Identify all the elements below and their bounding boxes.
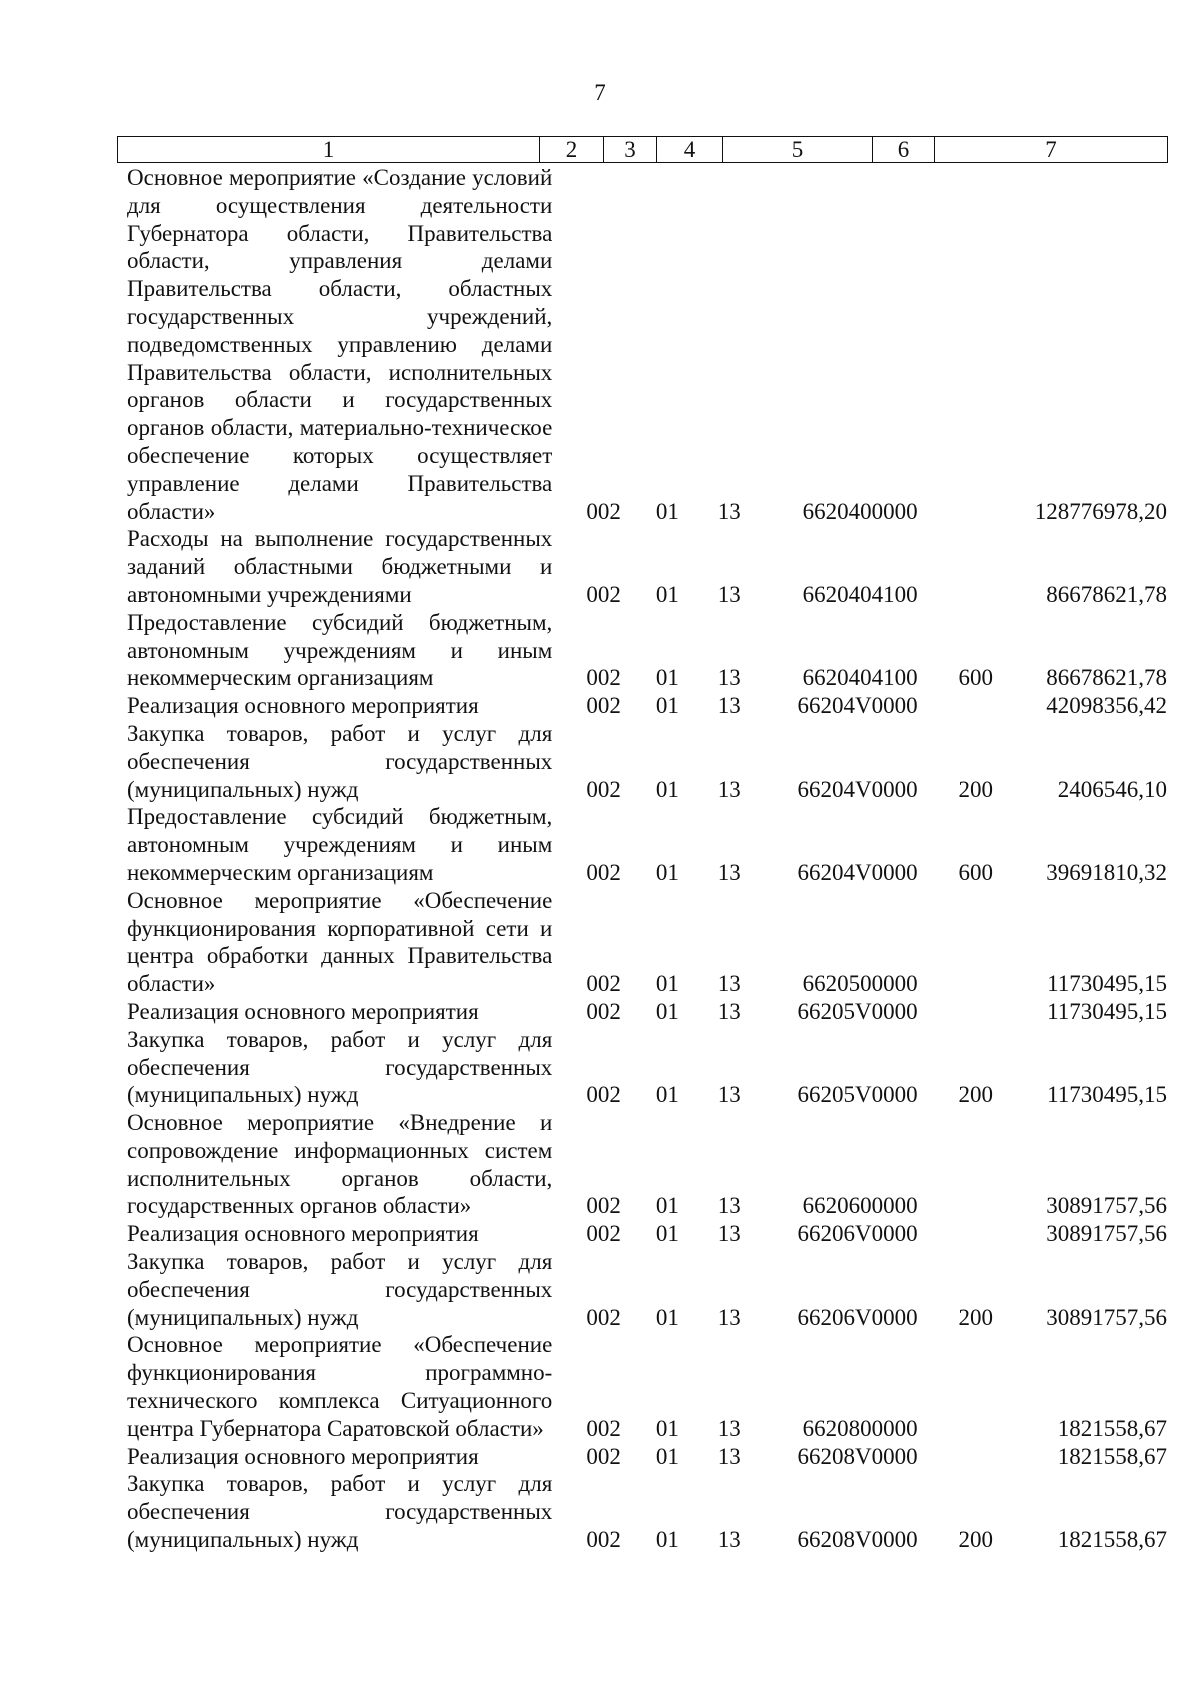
row-target-article: 6620800000 [802, 1415, 918, 1441]
row-target-article: 6620404100 [802, 665, 918, 691]
row-target-article: 66205V0000 [797, 1082, 918, 1108]
row-amount: 30891757,56 [1046, 1193, 1168, 1219]
row-code-subsection: 13 [717, 1304, 741, 1330]
table-row [127, 887, 1167, 998]
row-code-section: 01 [655, 1415, 679, 1441]
row-expense-type: 200 [958, 1082, 994, 1108]
table-row [127, 1443, 1167, 1471]
row-code-subsection: 13 [717, 1443, 741, 1469]
row-amount: 86678621,78 [1046, 665, 1168, 691]
row-description: Закупка товаров, работ и услуг для обеспечения государственных (муниципальных) нужд [127, 720, 553, 802]
row-code-subsection: 13 [717, 859, 741, 885]
row-amount: 1821558,67 [1057, 1527, 1168, 1553]
row-code-section: 01 [655, 665, 679, 691]
row-target-article: 66204V0000 [797, 859, 918, 885]
row-code-subsection: 13 [717, 498, 741, 524]
table-row [127, 1220, 1167, 1248]
table-row [127, 1109, 1167, 1220]
row-amount: 86678621,78 [1046, 581, 1168, 607]
row-description: Закупка товаров, работ и услуг для обеспечения государственных (муниципальных) нужд [127, 1026, 553, 1108]
row-description: Реализация основного мероприятия [127, 693, 479, 719]
row-code-section: 01 [655, 1527, 679, 1553]
row-expense-type: 600 [958, 665, 994, 691]
row-description: Основное мероприятие «Обеспечение функционирования корпоративной сети и центра обработки данных Правительства области» [127, 887, 553, 997]
row-target-article: 6620400000 [802, 498, 918, 524]
row-amount: 1821558,67 [1057, 1415, 1168, 1441]
row-code-subsection: 13 [717, 998, 741, 1024]
column-header-4: 4 [657, 137, 723, 163]
row-code-ministry: 002 [586, 998, 621, 1024]
row-code-ministry: 002 [586, 665, 621, 691]
column-header-2: 2 [540, 137, 604, 163]
row-code-subsection: 13 [717, 1193, 741, 1219]
row-code-section: 01 [655, 693, 679, 719]
row-code-section: 01 [655, 1443, 679, 1469]
row-code-subsection: 13 [717, 971, 741, 997]
table-row [127, 525, 1167, 608]
row-code-ministry: 002 [586, 498, 621, 524]
column-header-row [118, 137, 1168, 163]
row-code-section: 01 [655, 1304, 679, 1330]
column-header-3: 3 [604, 137, 657, 163]
table-row [127, 803, 1167, 886]
row-amount: 11730495,15 [1047, 998, 1168, 1024]
page-number: 7 [594, 80, 606, 105]
row-code-subsection: 13 [717, 1415, 741, 1441]
row-code-subsection: 13 [717, 1527, 741, 1553]
row-amount: 30891757,56 [1046, 1304, 1168, 1330]
row-description: Реализация основного мероприятия [127, 998, 479, 1024]
row-code-subsection: 13 [717, 581, 741, 607]
row-amount: 30891757,56 [1046, 1221, 1168, 1247]
row-code-section: 01 [655, 1221, 679, 1247]
table-row [127, 692, 1167, 720]
row-description: Предоставление субсидий бюджетным, автономным учреждениям и иным некоммерческим организациям [127, 609, 553, 691]
row-code-ministry: 002 [586, 776, 621, 802]
row-code-ministry: 002 [586, 1443, 621, 1469]
row-expense-type: 200 [958, 776, 994, 802]
row-target-article: 66206V0000 [797, 1304, 918, 1330]
column-header-7: 7 [935, 137, 1168, 163]
row-code-ministry: 002 [586, 1193, 621, 1219]
row-description: Основное мероприятие «Создание условий для осуществления деятельности Губернатора области, Правительства области, управления делами Правительства области, областных государственных учреждений, подведомственных управлению делами Правительства области, исполнительных органов области и государственных органов области, материально-техническое обеспечение которых осуществляет управление делами Правительства области» [127, 165, 553, 524]
row-description: Основное мероприятие «Обеспечение функционирования программно-технического комплекса Ситуационного центра Губернатора Саратовской области» [127, 1332, 553, 1441]
row-code-section: 01 [655, 1082, 679, 1108]
row-description: Основное мероприятие «Внедрение и сопровождение информационных систем исполнительных органов области, государственных органов области» [127, 1110, 553, 1219]
row-amount: 11730495,15 [1047, 1082, 1168, 1108]
row-code-subsection: 13 [717, 1221, 741, 1247]
row-target-article: 66205V0000 [797, 998, 918, 1024]
row-code-section: 01 [655, 498, 679, 524]
row-code-ministry: 002 [586, 1527, 621, 1553]
table-row [127, 1470, 1167, 1553]
row-code-ministry: 002 [586, 1082, 621, 1108]
row-code-ministry: 002 [586, 1415, 621, 1441]
row-code-section: 01 [655, 859, 679, 885]
column-header-1: 1 [118, 137, 540, 163]
row-expense-type: 200 [958, 1304, 994, 1330]
row-code-ministry: 002 [586, 693, 621, 719]
row-target-article: 66208V0000 [797, 1527, 918, 1553]
row-code-ministry: 002 [586, 1221, 621, 1247]
row-amount: 128776978,20 [1034, 498, 1168, 524]
row-target-article: 66208V0000 [797, 1443, 918, 1469]
row-code-subsection: 13 [717, 1082, 741, 1108]
row-code-ministry: 002 [586, 971, 621, 997]
row-code-subsection: 13 [717, 693, 741, 719]
budget-table-body [127, 164, 1167, 1554]
row-amount: 42098356,42 [1046, 693, 1168, 719]
row-target-article: 66206V0000 [797, 1221, 918, 1247]
row-target-article: 6620500000 [802, 971, 918, 997]
row-description: Реализация основного мероприятия [127, 1443, 479, 1469]
row-code-ministry: 002 [586, 1304, 621, 1330]
table-row [127, 1331, 1167, 1442]
table-row [127, 609, 1167, 692]
row-description: Реализация основного мероприятия [127, 1221, 479, 1247]
column-header-6: 6 [873, 137, 935, 163]
row-code-ministry: 002 [586, 859, 621, 885]
row-amount: 2406546,10 [1057, 776, 1168, 802]
row-description: Закупка товаров, работ и услуг для обеспечения государственных (муниципальных) нужд [127, 1249, 553, 1330]
row-code-section: 01 [655, 971, 679, 997]
table-row [127, 998, 1167, 1026]
column-header-table [117, 136, 1168, 163]
table-row [127, 1026, 1167, 1109]
column-header-5: 5 [723, 137, 873, 163]
table-row [127, 164, 1167, 525]
table-row [127, 720, 1167, 803]
row-description: Закупка товаров, работ и услуг для обеспечения государственных (муниципальных) нужд [127, 1471, 553, 1553]
row-target-article: 66204V0000 [797, 776, 918, 802]
row-target-article: 66204V0000 [797, 693, 918, 719]
row-code-section: 01 [655, 776, 679, 802]
row-expense-type: 200 [958, 1527, 994, 1553]
row-code-subsection: 13 [717, 776, 741, 802]
row-code-ministry: 002 [586, 581, 621, 607]
row-target-article: 6620404100 [802, 581, 918, 607]
row-expense-type: 600 [958, 859, 994, 885]
row-target-article: 6620600000 [802, 1193, 918, 1219]
row-amount: 11730495,15 [1047, 971, 1168, 997]
row-amount: 39691810,32 [1046, 859, 1168, 885]
table-row [127, 1248, 1167, 1331]
row-amount: 1821558,67 [1057, 1443, 1168, 1469]
row-description: Предоставление субсидий бюджетным, автономным учреждениям и иным некоммерческим организациям [127, 804, 553, 885]
row-code-section: 01 [655, 581, 679, 607]
row-description: Расходы на выполнение государственных заданий областными бюджетными и автономными учреждениями [127, 526, 553, 607]
row-code-section: 01 [655, 998, 679, 1024]
row-code-subsection: 13 [717, 665, 741, 691]
row-code-section: 01 [655, 1193, 679, 1219]
